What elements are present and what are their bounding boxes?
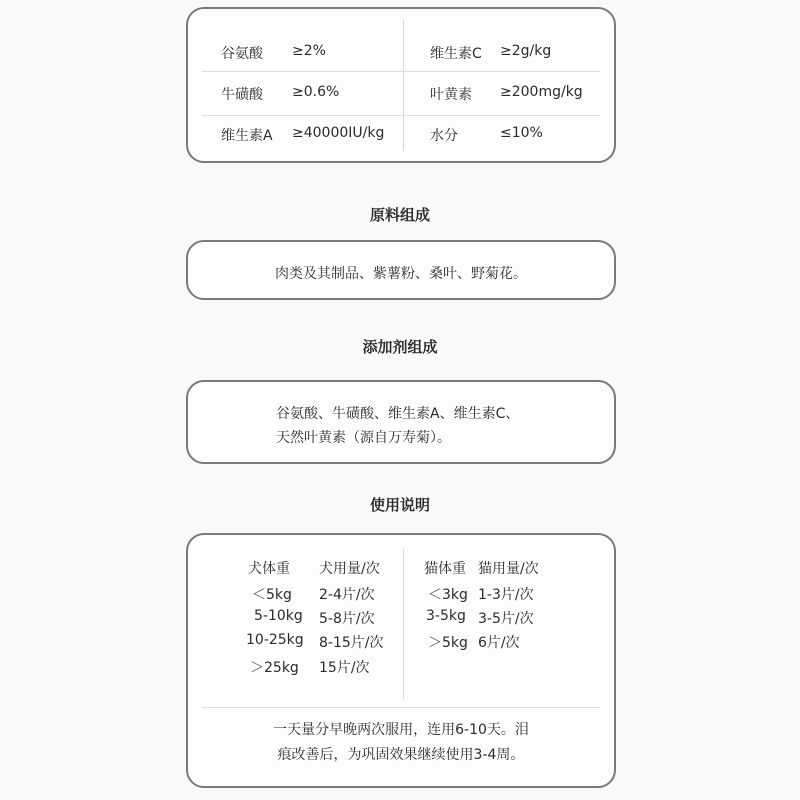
cat-dose: 3-5片/次: [478, 611, 534, 627]
nutrient-table-card: [186, 7, 616, 163]
usage-note-line1: 一天量分早晚两次服用，连用6-10天。泪: [273, 722, 529, 738]
raw-materials-card: [186, 240, 616, 300]
cat-dose-header: 猫用量/次: [478, 561, 539, 577]
row-divider: [202, 115, 600, 116]
nutrient-name: 牛磺酸: [221, 87, 263, 103]
usage-card: [186, 533, 616, 788]
nutrient-name: 叶黄素: [430, 87, 472, 103]
dog-weight: 5-10kg: [254, 608, 303, 624]
nutrient-name: 维生素C: [430, 46, 482, 62]
cat-weight-header: 猫体重: [424, 561, 466, 577]
dog-weight: ＞25kg: [250, 660, 299, 676]
section-divider: [202, 707, 600, 708]
additives-heading: 添加剂组成: [362, 338, 438, 356]
cat-weight: ＞5kg: [428, 635, 468, 651]
raw-materials-text: 肉类及其制品、紫薯粉、桑叶、野菊花。: [275, 266, 527, 282]
nutrient-name: 水分: [430, 128, 458, 144]
dog-weight-header: 犬体重: [248, 561, 290, 577]
nutrient-value: ≥200mg/kg: [500, 84, 583, 100]
nutrient-value: ≥2%: [292, 43, 326, 59]
cat-dose: 1-3片/次: [478, 587, 534, 603]
nutrient-name: 维生素A: [221, 128, 273, 144]
dog-dose: 8-15片/次: [319, 635, 384, 651]
additives-text-line1: 谷氨酸、牛磺酸、维生素A、维生素C、: [276, 406, 520, 422]
row-divider: [202, 71, 600, 72]
nutrient-value: ≥2g/kg: [500, 43, 552, 59]
column-divider: [403, 19, 404, 151]
dog-dose: 2-4片/次: [319, 587, 375, 603]
nutrient-value: ≤10%: [500, 125, 543, 141]
cat-weight: 3-5kg: [426, 608, 466, 624]
dog-dose: 5-8片/次: [319, 611, 375, 627]
usage-note-line2: 痕改善后，为巩固效果继续使用3-4周。: [277, 747, 525, 763]
nutrient-name: 谷氨酸: [221, 46, 263, 62]
additives-card: [186, 380, 616, 464]
dog-dose-header: 犬用量/次: [319, 561, 380, 577]
additives-text-line2: 天然叶黄素（源自万寿菊）。: [276, 430, 451, 446]
dog-dose: 15片/次: [319, 660, 370, 676]
column-divider: [403, 549, 404, 699]
dog-weight: ＜5kg: [252, 587, 292, 603]
nutrient-value: ≥0.6%: [292, 84, 340, 100]
cat-dose: 6片/次: [478, 635, 520, 651]
dog-weight: 10-25kg: [246, 632, 304, 648]
usage-heading: 使用说明: [369, 496, 430, 514]
cat-weight: ＜3kg: [428, 587, 468, 603]
raw-materials-heading: 原料组成: [369, 206, 430, 224]
nutrient-value: ≥40000IU/kg: [292, 125, 385, 141]
